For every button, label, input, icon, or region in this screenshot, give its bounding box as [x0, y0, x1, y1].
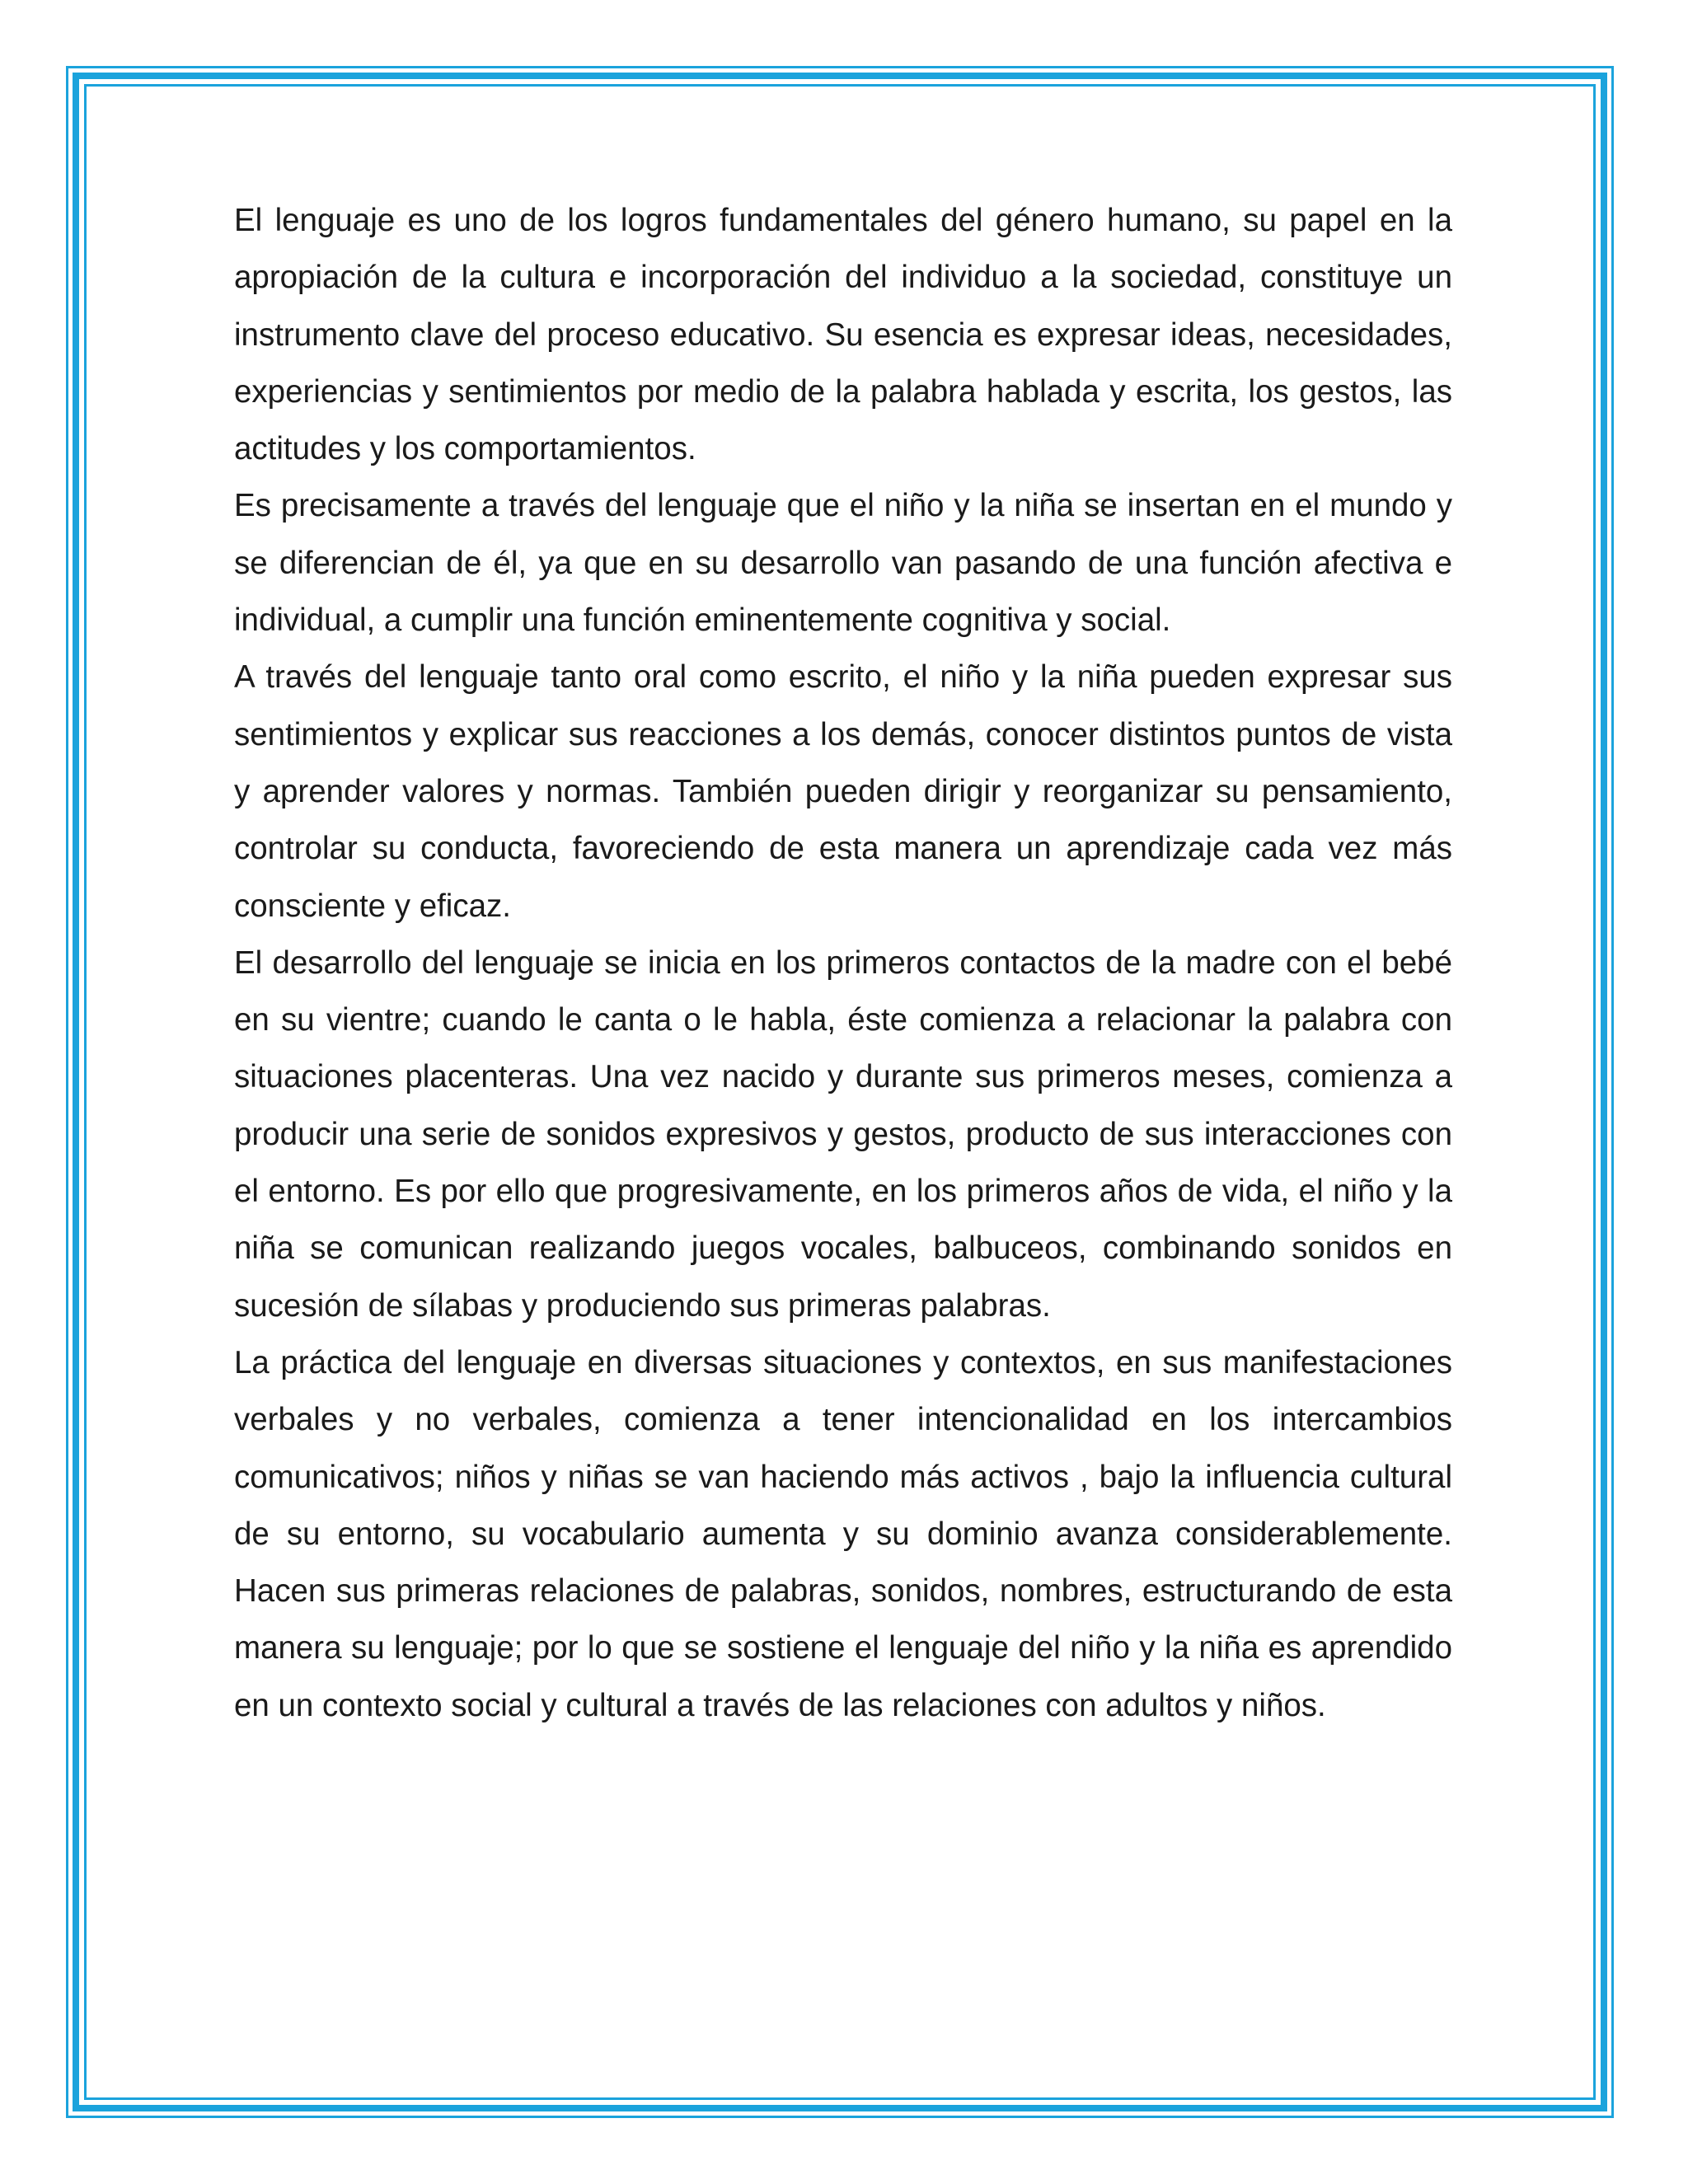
- paragraph-1: El lenguaje es uno de los logros fundamentales del género humano, su papel en la apropiación de la cultura e incorporación del individuo a la sociedad, constituye un instrumento clave del proceso educativo. Su esencia es expresar ideas, necesidades, experiencias y sentimientos por medio de la palabra hablada y escrita, los gestos, las actitudes y los comportamientos.: [234, 203, 1452, 467]
- paragraph-2: Es precisamente a través del lenguaje que el niño y la niña se insertan en el mundo y se diferencian de él, ya que en su desarrollo van pasando de una función afectiva e individual, a cumplir una función eminentemente cognitiva y social.: [234, 488, 1452, 639]
- paragraph-3: A través del lenguaje tanto oral como escrito, el niño y la niña pueden expresar sus sentimientos y explicar sus reacciones a los demás, conocer distintos puntos de vista y aprender valores y normas. También pueden dirigir y reorganizar su pensamiento, controlar su conducta, favoreciendo de esta manera un aprendizaje cada vez más consciente y eficaz.: [234, 659, 1452, 924]
- document-body: [234, 192, 1452, 1734]
- paragraph-5: La práctica del lenguaje en diversas situaciones y contextos, en sus manifestaciones verbales y no verbales, comienza a tener intencionalidad en los intercambios comunicativos; niños y niñas se van haciendo más activos , bajo la influencia cultural de su entorno, su vocabulario aumenta y su dominio avanza considerablemente. Hacen sus primeras relaciones de palabras, sonidos, nombres, estructurando de esta manera su lenguaje; por lo que se sostiene el lenguaje del niño y la niña es aprendido en un contexto social y cultural a través de las relaciones con adultos y niños.: [234, 1344, 1452, 1723]
- paragraph-4: El desarrollo del lenguaje se inicia en los primeros contactos de la madre con el bebé en su vientre; cuando le canta o le habla, éste comienza a relacionar la palabra con situaciones placenteras. Una vez nacido y durante sus primeros meses, comienza a producir una serie de sonidos expresivos y gestos, producto de sus interacciones con el entorno. Es por ello que progresivamente, en los primeros años de vida, el niño y la niña se comunican realizando juegos vocales, balbuceos, combinando sonidos en sucesión de sílabas y produciendo sus primeras palabras.: [234, 944, 1452, 1324]
